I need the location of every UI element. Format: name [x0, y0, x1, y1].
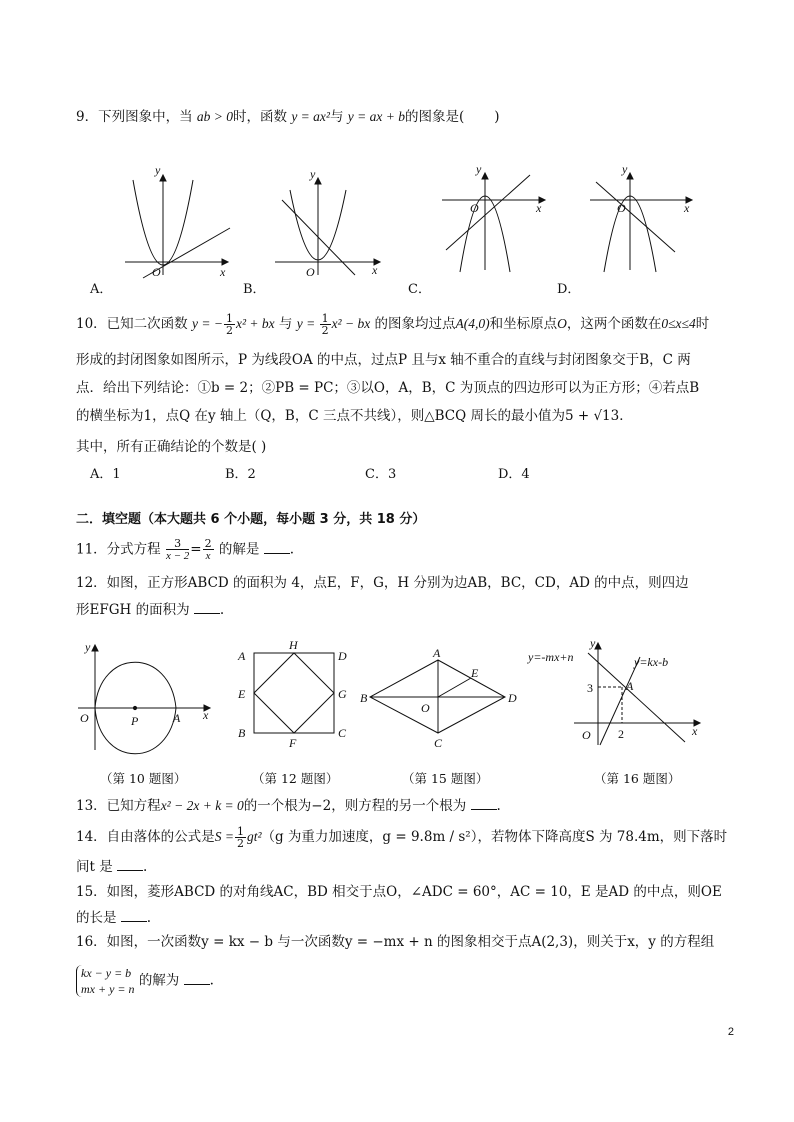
fig16-tick-3: 3 — [587, 681, 593, 695]
fig16-y: y — [590, 636, 596, 650]
fig15-a: A — [433, 646, 441, 660]
q9a-o-label: O — [152, 265, 161, 279]
q10-option-a[interactable]: A．1 — [90, 467, 121, 482]
q9-option-c[interactable]: C． — [408, 282, 431, 297]
q10-option-d[interactable]: D．4 — [498, 467, 530, 482]
q9-option-b[interactable]: B． — [243, 282, 266, 297]
q9b-y-label: y — [310, 167, 316, 181]
q9a-y-label: y — [155, 163, 161, 177]
q10-line-1: 10．已知二次函数 y = − $\frac{1}{2}$ x² + bx 与 y = $\frac{1}{2}$ x² − bx 的图象均过点A(4,0)和坐标原点O，这两个函数在0≤x≤4时 — [76, 312, 710, 337]
q12-blank[interactable] — [194, 601, 220, 614]
fig16-x: x — [692, 724, 698, 738]
q9-option-d[interactable]: D． — [557, 282, 581, 297]
fig16-line2: y=kx-b — [634, 655, 669, 669]
q16-line-1: 16．如图，一次函数y = kx − b 与一次函数y = −mx + n 的图象相交于点A(2,3)，则关于x，y 的方程组 — [76, 934, 715, 950]
q9-option-a[interactable]: A． — [90, 282, 113, 297]
fig10-a: A — [173, 711, 181, 725]
fig15-e: E — [471, 666, 479, 680]
q11-line: 11．分式方程 $\frac{3}{x - 2}=$ $\frac{2}{x}$ 的解是 . — [76, 537, 294, 562]
q9-graph-c — [442, 173, 545, 272]
q13-line: 13．已知方程x² − 2x + k = 0的一个根为−2，则方程的另一个根为 . — [76, 798, 501, 814]
q14-line-1: 14．自由落体的公式是S = $\frac{1}{2}$ gt²（g 为重力加速度，g = 9.8m / s²），若物体下降高度S 为 78.4m，则下落时 — [76, 825, 728, 850]
fig12-h: H — [289, 638, 298, 652]
fig12 — [254, 653, 334, 733]
fig15-d: D — [508, 691, 517, 705]
q9-graph-a — [125, 175, 230, 278]
fig15-o: O — [421, 701, 430, 715]
q9-graph-b — [275, 178, 380, 275]
q9b-o-label: O — [306, 265, 315, 279]
q9-stem: 9．下列图象中，当 ab > 0时，函数 y = ax²与 y = ax + b的图象是( ) — [76, 109, 500, 125]
q15-blank[interactable] — [121, 909, 147, 922]
q15-line-1: 15．如图，菱形ABCD 的对角线AC，BD 相交于点O，∠ADC = 60°，AC = 10，E 是AD 的中点，则OE — [76, 884, 722, 900]
fig10-y: y — [85, 640, 91, 654]
fig10-p: P — [131, 714, 139, 728]
q13-blank[interactable] — [471, 797, 497, 810]
fig15-c: C — [434, 736, 443, 750]
q9a-x-label: x — [220, 265, 226, 279]
fig10-x: x — [203, 708, 209, 722]
q9c-o-label: O — [470, 201, 479, 215]
q10-option-c[interactable]: C．3 — [365, 467, 397, 482]
q9d-y-label: y — [622, 162, 628, 176]
fig10 — [78, 645, 210, 754]
fig12-e: E — [238, 687, 246, 701]
fig12-b: B — [238, 726, 246, 740]
q16-system: kx − y = b mx + y = n — [76, 965, 135, 997]
fig12-d: D — [338, 649, 347, 663]
q9-graphs — [0, 140, 794, 300]
section-2-title: 二．填空题（本大题共 6 个小题，每小题 3 分，共 18 分） — [76, 512, 426, 527]
q16-line-2: kx − y = b mx + y = n 的解为 . — [76, 965, 214, 997]
figures-row — [0, 635, 794, 765]
fig16-tick-2: 2 — [618, 727, 624, 741]
q9b-x-label: x — [372, 263, 378, 277]
q10-option-b[interactable]: B．2 — [225, 467, 256, 482]
q9-graph-d — [590, 173, 692, 272]
q14-line-2: 间t 是 . — [76, 859, 148, 875]
q14-blank[interactable] — [117, 858, 143, 871]
q9d-x-label: x — [684, 201, 690, 215]
q12-line-2: 形EFGH 的面积为 . — [76, 602, 225, 618]
caption-fig12: （第 12 题图） — [252, 771, 339, 786]
page-number: 2 — [727, 1026, 734, 1038]
q9c-y-label: y — [476, 162, 482, 176]
fig10-o: O — [80, 711, 89, 725]
q11-blank[interactable] — [264, 541, 290, 554]
caption-fig10: （第 10 题图） — [100, 771, 187, 786]
caption-fig15: （第 15 题图） — [402, 771, 489, 786]
q10-line-4: 的横坐标为1，点Q 在y 轴上（Q，B，C 三点不共线），则△BCQ 周长的最小值为5 + √13． — [76, 408, 633, 424]
fig16-a: A — [626, 679, 634, 693]
q15-line-2: 的长是 . — [76, 910, 152, 926]
q9c-x-label: x — [536, 201, 542, 215]
fig15-b: B — [360, 691, 368, 705]
q10-line-3: 点．给出下列结论：①b = 2；②PB = PC；③以O，A，B，C 为顶点的四边形可以为正方形；④若点B — [76, 380, 700, 396]
q10-line-2: 形成的封闭图象如图所示，P 为线段OA 的中点，过点P 且与x 轴不重合的直线与封闭图象交于B，C 两 — [76, 352, 691, 368]
fig15 — [370, 660, 505, 733]
fig12-f: F — [289, 736, 297, 750]
fig16-o: O — [582, 728, 591, 742]
q10-line-5: 其中，所有正确结论的个数是( ) — [76, 439, 267, 455]
q12-line-1: 12．如图，正方形ABCD 的面积为 4，点E，F，G，H 分别为边AB，BC，CD，AD 的中点，则四边 — [76, 575, 689, 591]
fig16-line1: y=-mx+n — [528, 650, 574, 664]
fig12-g: G — [338, 687, 347, 701]
q9d-o-label: O — [617, 201, 626, 215]
fig12-a: A — [238, 649, 246, 663]
caption-fig16: （第 16 题图） — [594, 771, 681, 786]
q16-blank[interactable] — [184, 972, 210, 985]
fig12-c: C — [338, 726, 347, 740]
